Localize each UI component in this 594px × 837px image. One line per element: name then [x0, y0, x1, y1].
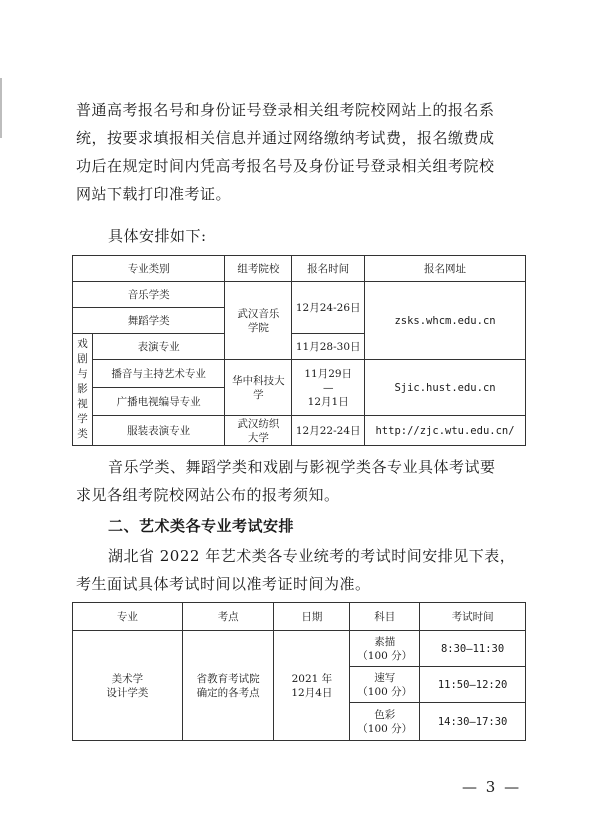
group-label-text: 戏剧与影视学类 [77, 338, 88, 440]
header-cell: 组考院校 [225, 256, 292, 282]
major-cell [73, 631, 183, 741]
header-cell: 报名时间 [292, 256, 365, 282]
table-header-row [73, 603, 526, 631]
time-cell: 11月28-30日 [292, 334, 365, 360]
college-text: 武汉音乐学院 [237, 307, 280, 334]
url-cell: zsks.whcm.edu.cn [365, 282, 526, 360]
college-cell [225, 416, 292, 446]
table-row [73, 631, 526, 667]
time-line: — [322, 381, 334, 394]
table-row [73, 360, 526, 388]
subject-score: （100 分） [357, 722, 413, 735]
url-cell: http://zjc.wtu.edu.cn/ [365, 416, 526, 446]
major-line: 设计学类 [106, 686, 149, 699]
exam-time-cell: 14:30—17:30 [420, 703, 526, 741]
url-cell: Sjic.hust.edu.cn [365, 360, 526, 416]
date-line: 12月4日 [291, 686, 333, 699]
section-heading: 二、艺术类各专业考试安排 [108, 517, 295, 535]
paragraph-line: 功后在规定时间内凭高考报名号及身份证号登录相关组考院校 [76, 157, 495, 175]
exam-time-cell: 11:50—12:20 [420, 667, 526, 703]
table-row [73, 282, 526, 308]
exam-time-cell: 8:30—11:30 [420, 631, 526, 667]
college-text: 华中科技大学 [232, 374, 285, 401]
time-line: 12月1日 [307, 395, 349, 408]
major-cell: 服装表演专业 [92, 416, 224, 446]
major-cell: 表演专业 [92, 334, 224, 360]
date-line: 2021 年 [291, 672, 333, 685]
subject-cell [350, 703, 420, 741]
exam-schedule-table [72, 602, 526, 741]
paragraph-line: 考生面试具体考试时间以准考证时间为准。 [76, 575, 371, 593]
time-cell: 12月24-26日 [292, 282, 365, 334]
paragraph-line: 统，按要求填报相关信息并通过网络缴纳考试费，报名缴费成 [76, 129, 495, 147]
college-cell [225, 360, 292, 416]
header-cell: 报名网址 [365, 256, 526, 282]
paragraph-line: 湖北省 2022 年艺术类各专业统考的考试时间安排见下表， [108, 547, 516, 565]
scan-edge-mark [0, 78, 2, 138]
venue-line: 省教育考试院 [196, 672, 260, 685]
paragraph-line: 普通高考报名号和身份证号登录相关组考院校网站上的报名系 [76, 101, 495, 119]
header-cell: 专业类别 [73, 256, 225, 282]
subject-score: （100 分） [357, 685, 413, 698]
major-cell: 广播电视编导专业 [92, 388, 224, 416]
table-row [73, 416, 526, 446]
paragraph-line: 具体安排如下: [108, 227, 207, 245]
header-cell: 日期 [274, 603, 350, 631]
college-cell [225, 282, 292, 360]
time-cell [292, 360, 365, 416]
date-cell [274, 631, 350, 741]
venue-cell [182, 631, 274, 741]
subject-name: 色彩 [374, 708, 396, 721]
paragraph-line: 网站下载打印准考证。 [76, 185, 232, 203]
page-number: — 3 — [462, 778, 522, 796]
subject-name: 速写 [374, 671, 396, 684]
subject-cell [350, 631, 420, 667]
major-cell: 舞蹈学类 [73, 308, 225, 334]
time-line: 11月29日 [304, 367, 353, 380]
header-cell: 专业 [73, 603, 183, 631]
venue-line: 确定的各考点 [196, 686, 260, 699]
registration-table [72, 255, 526, 446]
header-cell: 科目 [350, 603, 420, 631]
header-cell: 考试时间 [420, 603, 526, 631]
major-cell: 播音与主持艺术专业 [92, 360, 224, 388]
major-cell: 音乐学类 [73, 282, 225, 308]
major-line: 美术学 [111, 672, 144, 685]
subject-name: 素描 [374, 635, 396, 648]
paragraph-line: 求见各组考院校网站公布的报考须知。 [76, 486, 340, 504]
subject-cell [350, 667, 420, 703]
group-label-cell [73, 334, 93, 446]
table-header-row [73, 256, 526, 282]
subject-score: （100 分） [357, 649, 413, 662]
time-cell: 12月22-24日 [292, 416, 365, 446]
header-cell: 考点 [182, 603, 274, 631]
college-text: 武汉纺织大学 [237, 417, 280, 444]
paragraph-line: 音乐学类、舞蹈学类和戏剧与影视学类各专业具体考试要 [108, 458, 496, 476]
